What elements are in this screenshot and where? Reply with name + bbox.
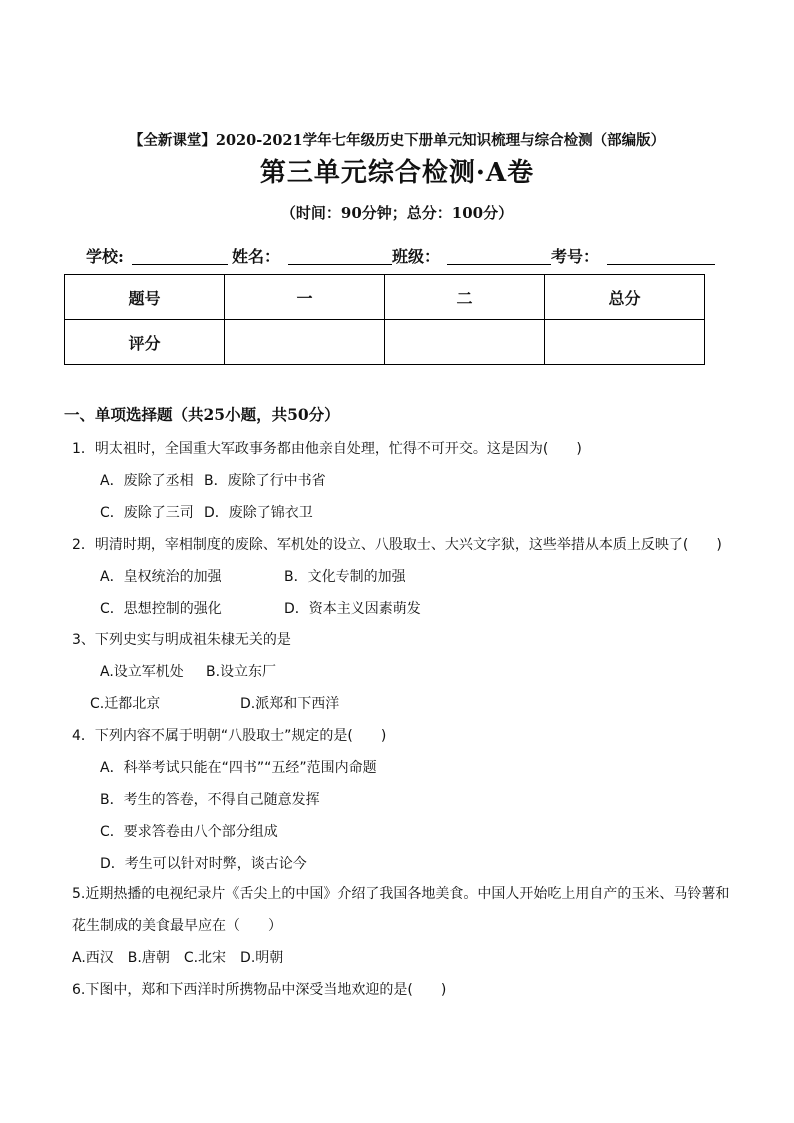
class-blank[interactable] bbox=[447, 246, 551, 265]
option[interactable]: B.设立东厂 bbox=[206, 664, 277, 680]
question-3-options-row2 bbox=[90, 693, 339, 713]
option[interactable]: D．资本主义因素萌发 bbox=[284, 601, 421, 617]
name-blank[interactable] bbox=[288, 246, 392, 265]
score-table bbox=[64, 274, 705, 365]
school-blank[interactable] bbox=[132, 246, 228, 265]
option[interactable]: C．要求答卷由八个部分组成 bbox=[100, 824, 278, 840]
option[interactable]: B．废除了行中书省 bbox=[204, 473, 326, 489]
question-3-options-row1 bbox=[100, 661, 276, 681]
option[interactable]: C.迁都北京 bbox=[90, 696, 161, 712]
score-table-score-row bbox=[65, 320, 705, 365]
name-label: 姓名： bbox=[232, 247, 281, 266]
question-2-options-row1 bbox=[100, 566, 406, 586]
question-6: 6.下图中，郑和下西洋时所携物品中深受当地欢迎的是( ) bbox=[72, 982, 447, 998]
score-header-cell: 总分 bbox=[545, 275, 705, 320]
class-label: 班级： bbox=[392, 247, 441, 266]
option[interactable]: A．皇权统治的加强 bbox=[100, 569, 222, 585]
question-2: 2．明清时期，宰相制度的废除、军机处的设立、八股取士、大兴文字狱，这些举措从本质上反映了( ) bbox=[72, 537, 722, 553]
score-header-cell: 题号 bbox=[65, 275, 225, 320]
score-cell[interactable] bbox=[225, 320, 385, 365]
option[interactable]: A．科举考试只能在“四书”“五经”范围内命题 bbox=[100, 760, 377, 776]
option[interactable]: B．考生的答卷，不得自己随意发挥 bbox=[100, 792, 320, 808]
exam-series-header: 【全新课堂】2020-2021学年七年级历史下册单元知识梳理与综合检测（部编版） bbox=[128, 132, 666, 149]
score-table-header-row bbox=[65, 275, 705, 320]
score-cell[interactable] bbox=[545, 320, 705, 365]
option[interactable]: A.设立军机处 bbox=[100, 664, 184, 680]
question-4: 4．下列内容不属于明朝“八股取士”规定的是( ) bbox=[72, 728, 387, 744]
question-5-line2: 花生制成的美食最早应在（ ） bbox=[72, 918, 282, 934]
exam-title: 第三单元综合检测·A卷 bbox=[259, 158, 535, 188]
question-5-options[interactable]: A.西汉 B.唐朝 C.北宋 D.明朝 bbox=[72, 950, 284, 966]
score-header-cell: 二 bbox=[385, 275, 545, 320]
score-header-cell: 一 bbox=[225, 275, 385, 320]
exam-number-label: 考号： bbox=[551, 247, 600, 266]
score-cell[interactable] bbox=[385, 320, 545, 365]
option[interactable]: D．考生可以针对时弊，谈古论今 bbox=[100, 856, 307, 872]
question-1-options-row1 bbox=[100, 470, 326, 490]
question-1: 1．明太祖时，全国重大军政事务都由他亲自处理，忙得不可开交。这是因为( ) bbox=[72, 441, 582, 457]
option[interactable]: C．思想控制的强化 bbox=[100, 601, 222, 617]
question-2-options-row2 bbox=[100, 598, 421, 618]
school-label: 学校: bbox=[86, 247, 124, 266]
option[interactable]: C．废除了三司 bbox=[100, 505, 194, 521]
section-title: 一、单项选择题（共25小题，共50分） bbox=[64, 405, 340, 424]
option[interactable]: D.派郑和下西洋 bbox=[240, 696, 340, 712]
option[interactable]: D．废除了锦衣卫 bbox=[204, 505, 313, 521]
question-5-line1: 5.近期热播的电视纪录片《舌尖上的中国》介绍了我国各地美食。中国人开始吃上用自产的玉米、马铃薯和 bbox=[72, 886, 730, 902]
exam-number-blank[interactable] bbox=[607, 246, 715, 265]
option[interactable]: B．文化专制的加强 bbox=[284, 569, 406, 585]
option[interactable]: A．废除了丞相 bbox=[100, 473, 194, 489]
exam-subtitle: （时间：90分钟；总分：100分） bbox=[280, 204, 514, 222]
question-3: 3、下列史实与明成祖朱棣无关的是 bbox=[72, 632, 291, 648]
score-row-label: 评分 bbox=[65, 320, 225, 365]
question-1-options-row2 bbox=[100, 502, 313, 522]
